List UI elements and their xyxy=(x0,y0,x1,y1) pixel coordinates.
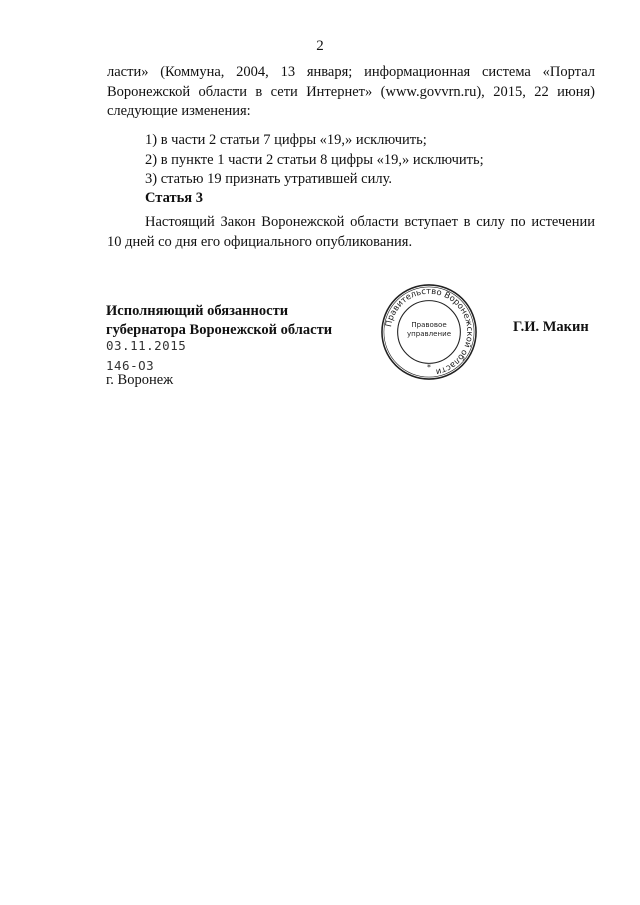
list-item: 2) в пункте 1 части 2 статьи 8 цифры «19,» исключить; xyxy=(145,151,484,168)
list-item: 3) статью 19 признать утратившей силу. xyxy=(145,171,392,187)
seal-inner-text: управление xyxy=(406,328,452,338)
signing-place: г. Воронеж xyxy=(106,372,174,388)
list-item: 1) в части 2 статьи 7 цифры «19,» исключить; xyxy=(145,132,427,148)
page-number: 2 xyxy=(316,38,324,54)
official-seal-icon xyxy=(380,283,478,381)
signer-title xyxy=(106,302,332,340)
signer-title-line: губернатора Воронежской области xyxy=(106,322,333,338)
article-heading: Статья 3 xyxy=(145,190,203,206)
law-number: 146-ОЗ xyxy=(106,358,155,373)
seal-inner-text: Правовое xyxy=(411,320,447,330)
signer-name: Г.И. Макин xyxy=(513,319,589,335)
seal-star: * xyxy=(427,363,431,373)
seal-outer-text: Правительство Воронежской области xyxy=(383,285,476,378)
intro-paragraph-continuation: ласти» (Коммуна, 2004, 13 января; информационная система «Портал Воронежской области в сети Интернет» (www.govvrn.ru), 2015, 22 июня) следующие изменения: xyxy=(107,64,595,119)
signing-date: 03.11.2015 xyxy=(106,338,187,353)
article-paragraph: Настоящий Закон Воронежской области вступает в силу по истечении 10 дней со дня его официального опубликования. xyxy=(107,214,595,250)
signer-title-line: Исполняющий обязанности xyxy=(106,303,289,319)
amendments-list xyxy=(145,131,484,190)
